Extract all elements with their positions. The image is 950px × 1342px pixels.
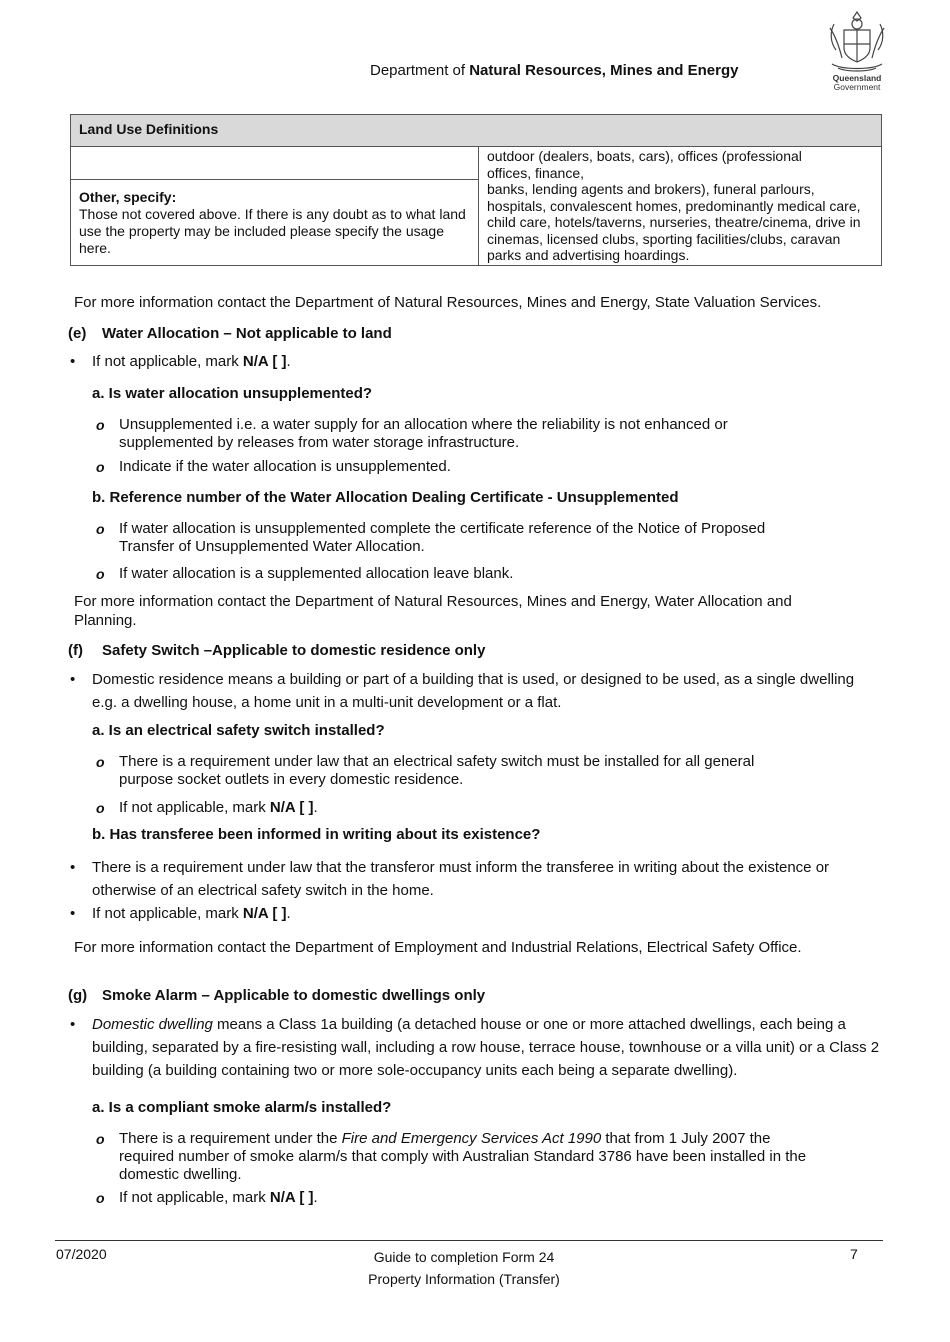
section-g-title: Smoke Alarm – Applicable to domestic dwellings only [102, 987, 486, 1004]
table-cell-other [71, 180, 479, 266]
footer-rule [55, 1240, 883, 1241]
department-header: Department of Natural Resources, Mines and Energy [370, 62, 739, 79]
info-electrical-safety: For more information contact the Department of Employment and Industrial Relations, Electrical Safety Office. [74, 939, 802, 956]
question-f-b: b. Has transferee been informed in writing about its existence? [92, 826, 541, 843]
list-item: o If water allocation is unsupplemented complete the certificate reference of the Notice of Proposed Transfer of Unsupplemented Water Allocation. [119, 520, 819, 556]
other-specify-title: Other, specify: [79, 189, 177, 205]
question-f-a: a. Is an electrical safety switch installed? [92, 722, 385, 739]
question-g-a: a. Is a compliant smoke alarm/s installed? [92, 1099, 392, 1116]
list-item: • If not applicable, mark N/A [ ]. [92, 902, 291, 925]
footer-page-number: 7 [850, 1246, 858, 1262]
footer-title: Guide to completion Form 24 Property Information (Transfer) [368, 1249, 560, 1287]
list-item: o Indicate if the water allocation is unsupplemented. [119, 458, 451, 476]
list-item: o There is a requirement under law that an electrical safety switch must be installed for all general purpose socket outlets in every domestic residence. [119, 753, 809, 789]
list-item: o Unsupplemented i.e. a water supply for an allocation where the reliability is not enhanced or supplemented by releases from water storage infrastructure. [119, 416, 819, 452]
list-item: o If water allocation is a supplemented allocation leave blank. [119, 565, 513, 583]
footer-date: 07/2020 [56, 1246, 107, 1262]
land-use-definitions-table [70, 114, 882, 266]
list-item: • Domestic dwelling means a Class 1a building (a detached house or one or more attached dwellings, each being a building, separated by a fire-resisting wall, including a row house, terrace house, townhouse or a villa unit) or a Class 2 building (a building containing two or more sole-occupancy units each being a separate dwelling). [92, 1013, 884, 1082]
list-item: o There is a requirement under the Fire and Emergency Services Act 1990 that from 1 July 2007 the required number of smoke alarm/s that comply with Australian Standard 3786 have been installed in the domestic dwelling. [119, 1130, 819, 1184]
department-name: Natural Resources, Mines and Energy [469, 62, 739, 79]
table-cell-right: outdoor (dealers, boats, cars), offices (professional offices, finance, banks, lending agents and brokers), funeral parlours, hospitals, convalescent homes, predominantly medical care, child care, hotels/taverns, nurseries, theatre/cinema, drive in cinemas, licensed clubs, sporting facilities/clubs, caravan parks and advertising hoardings. [479, 147, 882, 266]
section-e-label: (e) [68, 325, 87, 342]
section-f-title: Safety Switch –Applicable to domestic residence only [102, 642, 486, 659]
coat-of-arms-icon [822, 8, 892, 74]
question-e-b: b. Reference number of the Water Allocation Dealing Certificate - Unsupplemented [92, 489, 679, 506]
queensland-government-logo [822, 8, 892, 96]
info-state-valuation: For more information contact the Department of Natural Resources, Mines and Energy, State Valuation Services. [74, 294, 822, 311]
question-e-a: a. Is water allocation unsupplemented? [92, 385, 373, 402]
section-e-title: Water Allocation – Not applicable to land [102, 325, 392, 342]
other-specify-text: Those not covered above. If there is any doubt as to what land use the property may be included please specify the usage here. [79, 206, 466, 256]
table-cell-empty [71, 147, 479, 180]
list-item: o If not applicable, mark N/A [ ]. [119, 1189, 318, 1207]
info-water-allocation: For more information contact the Department of Natural Resources, Mines and Energy, Water Allocation and Planning. [74, 593, 792, 629]
section-f-label: (f) [68, 642, 83, 659]
table-heading: Land Use Definitions [71, 115, 882, 147]
section-g-label: (g) [68, 987, 88, 1004]
list-item: • If not applicable, mark N/A [ ]. [92, 350, 291, 373]
list-item: o If not applicable, mark N/A [ ]. [119, 799, 318, 817]
list-item: • There is a requirement under law that the transferor must inform the transferee in writing about the existence or otherwise of an electrical safety switch in the home. [92, 856, 882, 902]
logo-text: Queensland Government [832, 73, 882, 92]
list-item: • Domestic residence means a building or part of a building that is used, or designed to be used, as a single dwelling e.g. a dwelling house, a home unit in a multi-unit development or a flat. [92, 668, 872, 714]
